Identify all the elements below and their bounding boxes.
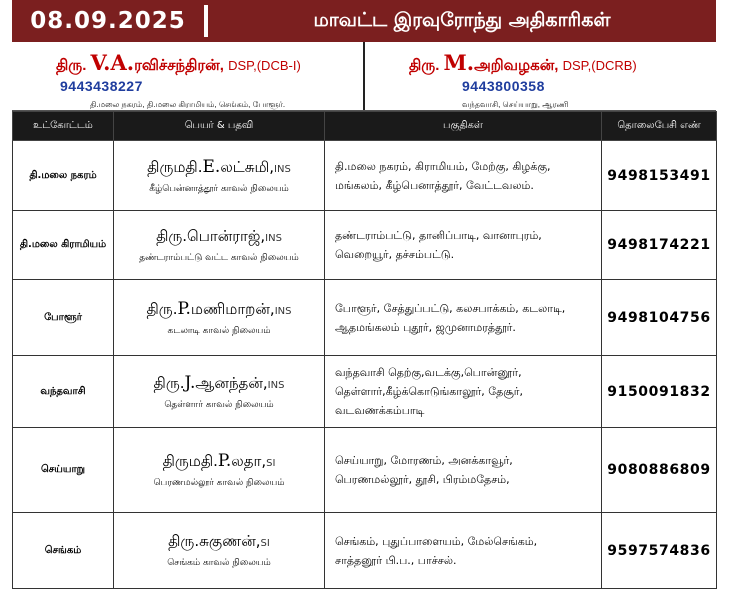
area-line: தெள்ளார்,கீழ்க்கொடுங்காலூர், தேசூர், <box>335 385 524 398</box>
area-line: வடவணக்கம்பாடி <box>335 404 425 417</box>
officer-rank: DSP,(DCRB) <box>562 58 637 73</box>
duty-roster-sheet <box>12 0 716 591</box>
officer-card-dcb <box>12 42 363 110</box>
phone-cell: 9498174221 <box>602 211 717 280</box>
area-line: வெறையூர், தச்சம்பட்டு. <box>335 248 455 261</box>
row-officer-name: சுகுணன், <box>199 532 261 550</box>
row-officer-rank: INS <box>267 379 285 391</box>
row-officer-rank: SI <box>260 538 270 549</box>
title-bar <box>12 0 716 42</box>
phone-cell: 9498104756 <box>602 280 717 356</box>
row-officer-rank: INS <box>265 232 282 244</box>
areas-cell <box>325 211 602 280</box>
row-officer-prefix: திருமதி. <box>147 157 203 176</box>
row-officer-prefix: திரு. <box>153 373 185 392</box>
areas-cell <box>325 513 602 589</box>
areas-cell <box>325 280 602 356</box>
officer-card-dcrb <box>363 42 716 110</box>
area-line: சாத்தனூர் பி.ப., பாச்சல். <box>335 553 457 567</box>
subdivision-cell: தி.மலை நகரம் <box>13 141 114 211</box>
areas-cell <box>325 428 602 513</box>
row-officer-name: லதா, <box>231 452 267 470</box>
officer-cell <box>114 513 325 589</box>
officer-initial: M. <box>443 50 475 75</box>
row-officer-station: தெள்ளார் காவல் நிலையம் <box>164 399 274 410</box>
officer-initial: V.A. <box>90 50 135 75</box>
phone-cell: 9597574836 <box>602 513 717 589</box>
row-officer-initial: E. <box>202 156 221 177</box>
row-officer-prefix: திருமதி. <box>162 452 218 470</box>
area-line: தண்டராம்பட்டு, தானிப்பாடி, வானாபுரம், <box>335 229 542 242</box>
table-row <box>13 141 717 211</box>
officer-name <box>365 50 716 76</box>
row-officer-name: லட்சுமி, <box>220 157 275 176</box>
row-officer-initial: P. <box>217 451 232 471</box>
subdivision-cell: செங்கம் <box>13 513 114 589</box>
officer-rank: DSP,(DCB-I) <box>228 58 301 73</box>
row-officer-station: பெரணமல்லூர் காவல் நிலையம் <box>153 478 285 488</box>
subdivision-cell: வந்தவாசி <box>13 356 114 428</box>
row-officer-name: பொன்ராஜ், <box>187 226 266 245</box>
table-row <box>13 356 717 428</box>
officer-cell <box>114 280 325 356</box>
table-header-row <box>13 112 717 141</box>
column-header-areas: பகுதிகள் <box>325 112 602 141</box>
area-line: செய்யாறு, மோரணம், அனக்காவூர், <box>335 454 513 467</box>
officer-prefix: திரு. <box>409 57 440 74</box>
row-officer-rank: INS <box>274 305 292 317</box>
area-line: வந்தவாசி தெற்கு,வடக்கு,பொன்னூர், <box>335 366 522 379</box>
officer-surname: அறிவழகன், <box>474 57 559 74</box>
column-header-subdivision: உட்கோட்டம் <box>13 112 114 141</box>
area-line: பெரணமல்லூர், தூசி, பிரம்மதேசம், <box>335 473 510 486</box>
officer-cell <box>114 356 325 428</box>
phone-cell: 9080886809 <box>602 428 717 513</box>
subdivision-cell: போளூர் <box>13 280 114 356</box>
row-officer-name: மணிமாறன், <box>190 299 275 318</box>
roster-date: 08.09.2025 <box>30 8 186 34</box>
officer-surname: ரவிச்சந்திரன், <box>134 57 224 74</box>
officer-name <box>12 50 363 76</box>
subdivision-cell: செய்யாறு <box>13 428 114 513</box>
area-line: மங்கலம், கீழ்பெனாத்தூர், வேட்டவலம். <box>335 178 534 192</box>
officer-areas: வந்தவாசி, செய்யாறு, ஆரணி <box>462 100 569 109</box>
officer-prefix: திரு. <box>56 57 87 74</box>
column-header-phone: தொலைபேசி எண் <box>602 112 717 141</box>
table-row <box>13 280 717 356</box>
row-officer-prefix: திரு. <box>146 299 178 318</box>
roster-title: மாவட்ட இரவுரோந்து அதிகாரிகள் <box>313 8 611 31</box>
roster-table <box>12 111 717 589</box>
subdivision-cell: தி.மலை கிராமியம் <box>13 211 114 280</box>
areas-cell <box>325 356 602 428</box>
table-row <box>13 513 717 589</box>
row-officer-prefix: திரு. <box>156 226 188 245</box>
row-officer-name: ஆனந்தன், <box>195 373 268 392</box>
supervising-officers <box>12 42 716 111</box>
column-header-name-rank: பெயர் & பதவி <box>114 112 325 141</box>
officer-areas: தி.மலை நகரம், தி.மலை கிராமியம், செங்கம், போளூர். <box>89 100 286 109</box>
table-row <box>13 211 717 280</box>
row-officer-rank: INS <box>274 163 291 175</box>
phone-cell: 9498153491 <box>602 141 717 211</box>
officer-phone: 9443438227 <box>60 78 143 94</box>
row-officer-station: கீழ்பென்னாத்தூர் காவல் நிலையம் <box>149 183 289 194</box>
row-officer-station: கடலாடி காவல் நிலையம் <box>167 325 271 336</box>
row-officer-station: தண்டராம்பட்டு வட்ட காவல் நிலையம் <box>139 252 299 263</box>
row-officer-initial: P. <box>177 298 191 319</box>
area-line: ஆதமங்கலம் புதூர், ஜமுனாமரத்தூர். <box>335 320 516 334</box>
area-line: போளூர், சேத்துப்பட்டு, கலசபாக்கம், கடலாடி, <box>335 301 566 315</box>
phone-cell: 9150091832 <box>602 356 717 428</box>
row-officer-rank: SI <box>266 458 276 469</box>
areas-cell <box>325 141 602 211</box>
officer-cell <box>114 428 325 513</box>
officer-cell <box>114 211 325 280</box>
officer-cell <box>114 141 325 211</box>
area-line: தி.மலை நகரம், கிராமியம், மேற்கு, கிழக்கு, <box>335 159 551 173</box>
row-officer-prefix: திரு. <box>168 532 200 550</box>
officer-phone: 9443800358 <box>462 78 545 94</box>
table-row <box>13 428 717 513</box>
row-officer-initial: J. <box>184 372 196 393</box>
area-line: செங்கம், புதுப்பாளையம், மேல்செங்கம், <box>335 534 538 548</box>
row-officer-station: செங்கம் காவல் நிலையம் <box>167 558 271 568</box>
